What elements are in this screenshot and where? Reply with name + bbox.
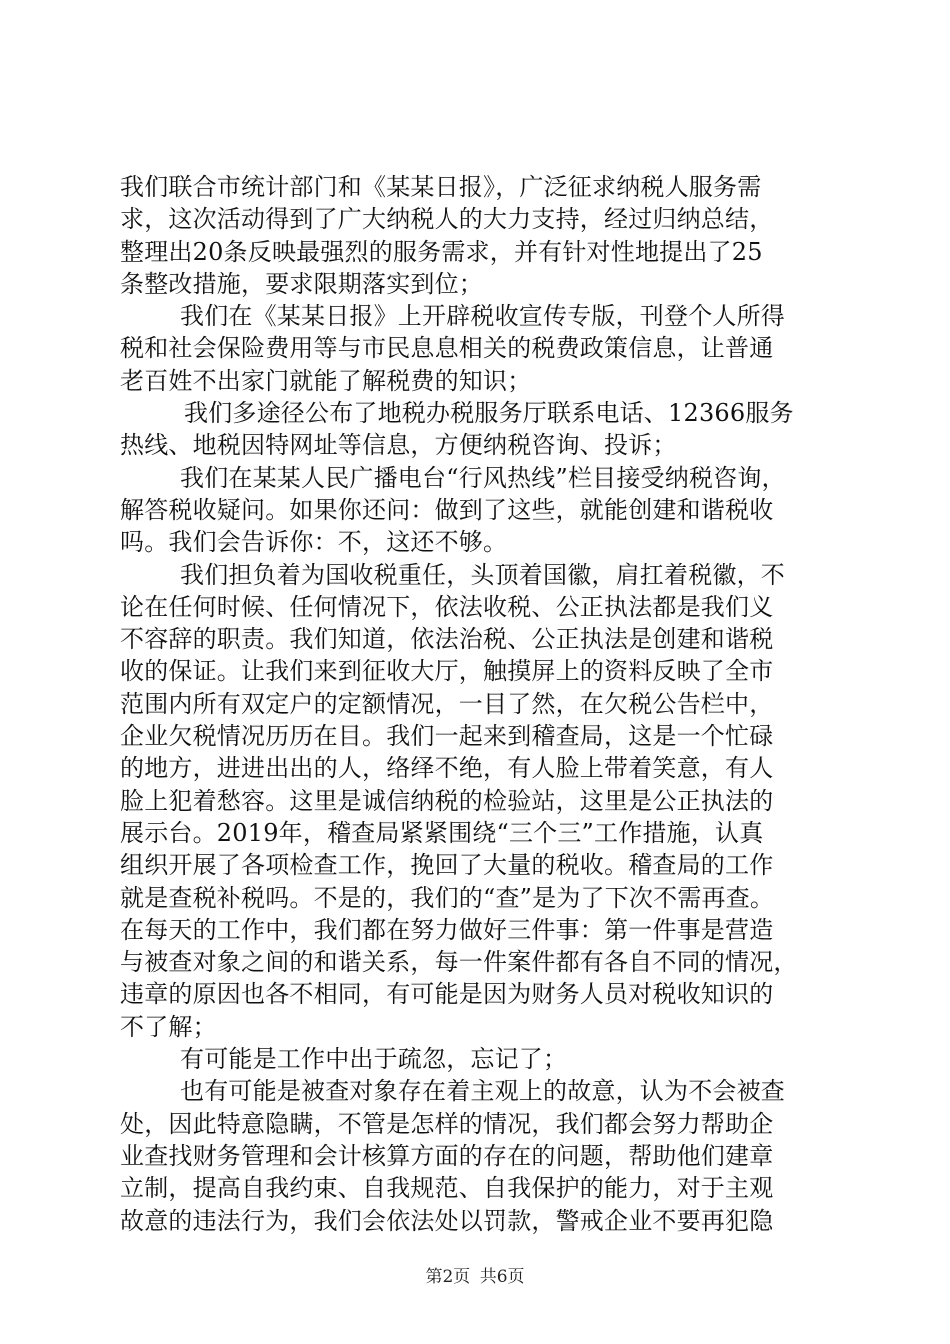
text-line: 也有可能是被查对象存在着主观上的故意，认为不会被查 [180, 1077, 785, 1106]
page-total: 共6页 [479, 1267, 525, 1287]
text-line: 我们在某某人民广播电台“行风热线”栏目接受纳税咨询， [180, 463, 786, 492]
text-line: 我们担负着为国收税重任，头顶着国徽，肩扛着税徽，不 [180, 560, 785, 589]
page-footer [0, 1266, 950, 1288]
text-line: 立制，提高自我约束、自我规范、自我保护的能力，对于主观 [120, 1174, 774, 1203]
text-line: 税和社会保险费用等与市民息息相关的税费政策信息，让普通 [120, 334, 774, 363]
text-line: 脸上犯着愁容。这里是诚信纳税的检验站，这里是公正执法的 [120, 786, 774, 815]
text-line: 违章的原因也各不相同，有可能是因为财务人员对税收知识的 [120, 980, 774, 1009]
page-number: 第2页 [425, 1267, 471, 1287]
text-line: 吗。我们会告诉你：不，这还不够。 [120, 528, 508, 557]
text-line: 企业欠税情况历历在目。我们一起来到稽查局，这是一个忙碌 [120, 722, 774, 751]
text-line: 故意的违法行为，我们会依法处以罚款，警戒企业不要再犯隐 [120, 1206, 774, 1235]
text-line: 老百姓不出家门就能了解税费的知识； [120, 366, 532, 395]
text-line: 就是查税补税吗。不是的，我们的“查”是为了下次不需再查。 [120, 883, 775, 912]
text-line: 在每天的工作中，我们都在努力做好三件事：第一件事是营造 [120, 915, 774, 944]
text-line: 我们在《某某日报》上开辟税收宣传专版，刊登个人所得 [180, 302, 785, 331]
document-body [120, 171, 836, 1237]
text-line: 解答税收疑问。如果你还问：做到了这些，就能创建和谐税收 [120, 495, 774, 524]
text-line: 与被查对象之间的和谐关系，每一件案件都有各自不同的情况， [120, 948, 798, 977]
text-line: 不容辞的职责。我们知道，依法治税、公正执法是创建和谐税 [120, 625, 774, 654]
text-line: 展示台。2019年，稽查局紧紧围绕“三个三”工作措施，认真 [120, 818, 764, 847]
text-line: 收的保证。让我们来到征收大厅，触摸屏上的资料反映了全市 [120, 657, 774, 686]
text-line: 整理出20条反映最强烈的服务需求，并有针对性地提出了25 [120, 237, 763, 266]
text-line: 处，因此特意隐瞒，不管是怎样的情况，我们都会努力帮助企 [120, 1109, 774, 1138]
text-line: 论在任何时候、任何情况下，依法收税、公正执法都是我们义 [120, 592, 774, 621]
text-line: 我们联合市统计部门和《某某日报》，广泛征求纳税人服务需 [120, 173, 762, 201]
text-line: 范围内所有双定户的定额情况，一目了然，在欠税公告栏中， [120, 689, 774, 718]
text-line: 有可能是工作中出于疏忽，忘记了； [180, 1045, 568, 1074]
text-line: 条整改措施，要求限期落实到位； [120, 269, 483, 298]
text-line: 求，这次活动得到了广大纳税人的大力支持，经过归纳总结， [120, 205, 774, 234]
text-line: 我们多途径公布了地税办税服务厅联系电话、12366服务 [184, 399, 794, 428]
text-line: 热线、地税因特网址等信息，方便纳税咨询、投诉； [120, 431, 677, 460]
text-line: 的地方，进进出出的人，络绎不绝，有人脸上带着笑意，有人 [120, 754, 774, 783]
text-line: 不了解； [120, 1012, 217, 1041]
text-line: 业查找财务管理和会计核算方面的存在的问题，帮助他们建章 [120, 1141, 774, 1170]
text-line: 组织开展了各项检查工作，挽回了大量的税收。稽查局的工作 [120, 851, 774, 880]
